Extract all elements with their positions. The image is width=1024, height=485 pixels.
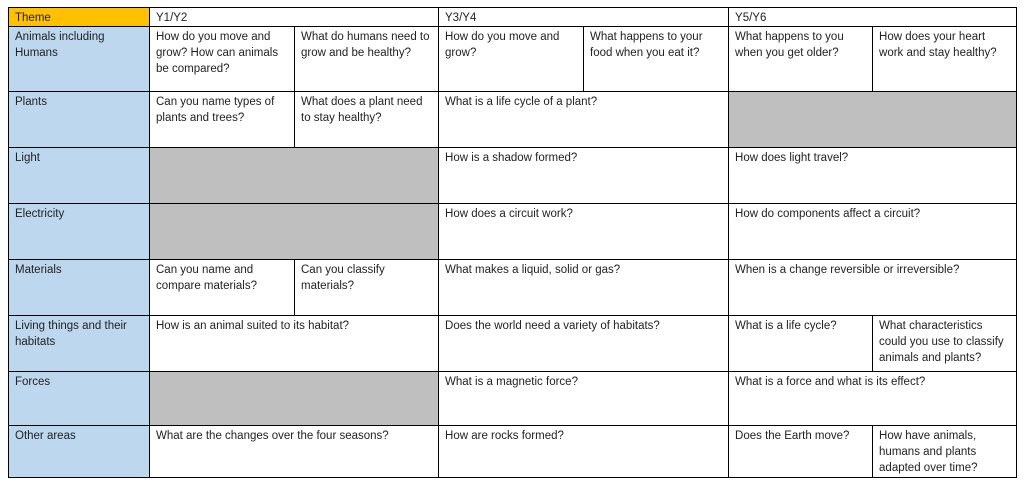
curriculum-table	[8, 7, 1017, 478]
question-cell: What is a life cycle of a plant?	[439, 92, 729, 148]
question-cell: Does the Earth move?	[729, 426, 873, 478]
row-other-areas	[9, 426, 1017, 478]
question-cell: How is an animal suited to its habitat?	[150, 316, 439, 372]
question-cell: When is a change reversible or irreversible?	[729, 260, 1017, 316]
theme-cell: Animals including Humans	[9, 27, 150, 92]
year-header-y1y2: Y1/Y2	[150, 8, 439, 27]
theme-cell: Electricity	[9, 204, 150, 260]
question-cell: How does your heart work and stay healthy?	[873, 27, 1017, 92]
theme-cell: Other areas	[9, 426, 150, 478]
question-cell: What characteristics could you use to classify animals and plants?	[873, 316, 1017, 372]
question-cell: What is a force and what is its effect?	[729, 372, 1017, 426]
row-forces	[9, 372, 1017, 426]
year-header-y3y4: Y3/Y4	[439, 8, 729, 27]
question-cell: What happens to you when you get older?	[729, 27, 873, 92]
question-cell: Can you classify materials?	[295, 260, 439, 316]
theme-cell: Materials	[9, 260, 150, 316]
theme-cell: Plants	[9, 92, 150, 148]
question-cell: How do you move and grow?	[439, 27, 584, 92]
question-cell: How is a shadow formed?	[439, 148, 729, 204]
question-cell: How do you move and grow? How can animals be compared?	[150, 27, 295, 92]
question-cell: What is a magnetic force?	[439, 372, 729, 426]
question-cell: How are rocks formed?	[439, 426, 729, 478]
row-light	[9, 148, 1017, 204]
question-cell: Does the world need a variety of habitats?	[439, 316, 729, 372]
year-header-y5y6: Y5/Y6	[729, 8, 1017, 27]
unused-cell	[150, 204, 439, 260]
question-cell: How does light travel?	[729, 148, 1017, 204]
question-cell: How have animals, humans and plants adapted over time?	[873, 426, 1017, 478]
row-materials	[9, 260, 1017, 316]
row-living-things	[9, 316, 1017, 372]
question-cell: What makes a liquid, solid or gas?	[439, 260, 729, 316]
unused-cell	[150, 372, 439, 426]
theme-cell: Living things and their habitats	[9, 316, 150, 372]
question-cell: Can you name types of plants and trees?	[150, 92, 295, 148]
question-cell: What do humans need to grow and be healthy?	[295, 27, 439, 92]
question-cell: What are the changes over the four seasons?	[150, 426, 439, 478]
row-electricity	[9, 204, 1017, 260]
question-cell: What does a plant need to stay healthy?	[295, 92, 439, 148]
question-cell: How do components affect a circuit?	[729, 204, 1017, 260]
row-animals	[9, 27, 1017, 92]
theme-cell: Light	[9, 148, 150, 204]
header-row	[9, 8, 1017, 27]
question-cell: What happens to your food when you eat it?	[584, 27, 729, 92]
unused-cell	[729, 92, 1017, 148]
question-cell: How does a circuit work?	[439, 204, 729, 260]
theme-header: Theme	[9, 8, 150, 27]
row-plants	[9, 92, 1017, 148]
unused-cell	[150, 148, 439, 204]
theme-cell: Forces	[9, 372, 150, 426]
question-cell: What is a life cycle?	[729, 316, 873, 372]
question-cell: Can you name and compare materials?	[150, 260, 295, 316]
